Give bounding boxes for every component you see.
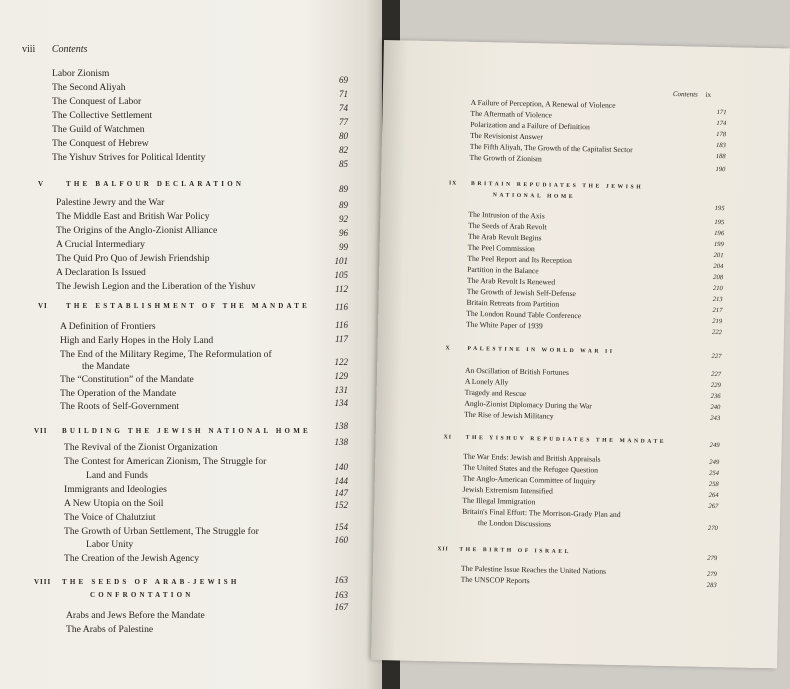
page-number: 144: [334, 476, 348, 486]
page-number: 204: [713, 262, 724, 271]
page-number: 80: [339, 131, 348, 141]
right-page-header: [673, 90, 711, 99]
page-number: 71: [339, 89, 348, 99]
toc-entry: The Middle East and British War Policy: [56, 211, 210, 222]
left-running-title: Contents: [51, 44, 88, 55]
toc-entry: Britain's Final Effort: The Morrison-Grady Plan and: [462, 506, 621, 520]
page-number: 279: [706, 570, 717, 579]
page-number: 122: [334, 357, 348, 367]
toc-entry: The Yishuv Strives for Political Identity: [52, 152, 206, 163]
page-number: 105: [334, 270, 348, 280]
page-number: 283: [706, 581, 717, 590]
page-number: 112: [335, 284, 348, 294]
toc-entry: Labor Unity: [86, 539, 134, 550]
chapter-heading: [445, 345, 614, 355]
chapter-title: THE YISHUV REPUDIATES THE MANDATE: [465, 434, 667, 445]
toc-entry: The Arab Revolt Begins: [467, 231, 542, 243]
page-number: 199: [713, 240, 724, 249]
page-number: 178: [716, 130, 727, 139]
left-page: [0, 0, 382, 689]
right-folio: ix: [705, 90, 712, 99]
page-number: 249: [709, 441, 720, 450]
page-number: 117: [335, 334, 348, 344]
toc-entry: The UNSCOP Reports: [460, 574, 530, 586]
page-number: 195: [714, 218, 725, 227]
page-number: 163: [334, 590, 348, 600]
page-number: 208: [713, 273, 724, 282]
toc-entry: A Declaration Is Issued: [56, 267, 146, 278]
toc-entry: A Lonely Ally: [464, 376, 509, 387]
page-number: 92: [339, 214, 348, 224]
chapter-number: XI: [443, 434, 452, 441]
toc-entry: Jewish Extremism Intensified: [462, 484, 553, 496]
page-number: 254: [709, 469, 720, 478]
toc-entry: A Definition of Frontiers: [60, 321, 156, 332]
chapter-title: THE SEEDS OF ARAB-JEWISH: [62, 578, 240, 586]
toc-entry: The Roots of Self-Government: [60, 401, 180, 412]
page-number: 229: [710, 381, 721, 390]
page-number: 188: [715, 152, 726, 161]
page-number: 99: [339, 242, 348, 252]
chapter-heading: [34, 578, 239, 586]
chapter-title: CONFRONTATION: [90, 591, 194, 599]
toc-entry: The Revival of the Zionist Organization: [64, 442, 218, 453]
chapter-number: IX: [448, 180, 458, 187]
page-number: 195: [714, 204, 725, 213]
toc-entry: The End of the Military Regime, The Reformulation of: [60, 349, 272, 360]
page-number: 160: [334, 535, 348, 545]
page-number: 147: [334, 488, 348, 498]
page-number: 222: [711, 328, 723, 337]
page-number: 213: [712, 295, 723, 304]
toc-entry: The Creation of the Jewish Agency: [64, 553, 200, 564]
chapter-title: NATIONAL HOME: [492, 192, 576, 201]
toc-entry: The Aftermath of Violence: [470, 108, 552, 120]
toc-entry: The United States and the Refugee Question: [462, 462, 599, 475]
toc-entry: The Growth of Urban Settlement, The Struggle for: [64, 526, 259, 537]
page-number: 69: [339, 75, 348, 85]
page-number: 210: [712, 284, 723, 293]
toc-entry: The Collective Settlement: [52, 110, 153, 121]
toc-entry: A Crucial Intermediary: [56, 239, 145, 250]
page-number: 89: [339, 200, 348, 210]
page-number: 217: [712, 306, 723, 315]
left-page-header: [22, 44, 87, 55]
toc-entry: The Growth of Jewish Self-Defense: [466, 286, 577, 299]
right-page: [371, 40, 790, 668]
toc-entry: The Revisionist Answer: [469, 130, 544, 142]
page-number: 227: [711, 370, 722, 379]
toc-entry: The Second Aliyah: [52, 82, 126, 93]
toc-entry: Palestine Jewry and the War: [56, 197, 165, 208]
toc-entry: Polarization and a Failure of Definition: [470, 119, 590, 132]
toc-entry: The White Paper of 1939: [465, 319, 543, 331]
toc-entry: The Quid Pro Quo of Jewish Friendship: [56, 253, 210, 264]
toc-entry: The Illegal Immigration: [462, 495, 536, 507]
page-number: 134: [334, 398, 348, 408]
page-number: 264: [708, 491, 719, 500]
toc-entry: Britain Retreats from Partition: [466, 297, 560, 309]
toc-entry: A Failure of Perception, A Renewal of Violence: [470, 97, 616, 110]
page-number: 174: [716, 119, 727, 128]
chapter-heading: [34, 427, 311, 435]
chapter-heading: [437, 546, 571, 555]
chapter-heading: [449, 180, 643, 190]
toc-entry: The Growth of Zionism: [469, 152, 542, 164]
page-number: 101: [334, 256, 348, 266]
chapter-number: VII: [34, 427, 48, 435]
page-number: 236: [710, 392, 721, 401]
page-number: 138: [334, 421, 348, 431]
page-number: 129: [334, 371, 348, 381]
left-folio: viii: [22, 44, 36, 55]
chapter-heading: [62, 591, 194, 599]
chapter-heading: [471, 192, 575, 200]
toc-entry: The Guild of Watchmen: [52, 124, 145, 135]
chapter-number: V: [38, 180, 45, 188]
chapter-title: PALESTINE IN WORLD WAR II: [467, 345, 615, 355]
chapter-heading: [38, 302, 310, 310]
page-number: 196: [714, 229, 725, 238]
page-number: 243: [710, 414, 721, 423]
page-number: 240: [710, 403, 721, 412]
toc-entry: The Contest for American Zionism, The Struggle for: [64, 456, 267, 467]
page-number: 89: [339, 184, 348, 194]
toc-entry: The Peel Commission: [467, 242, 535, 254]
toc-entry: The Conquest of Hebrew: [52, 138, 149, 149]
toc-entry: The Fifth Aliyah, The Growth of the Capitalist Sector: [469, 141, 633, 155]
page-number: 154: [334, 522, 348, 532]
chapter-number: X: [445, 345, 451, 352]
toc-entry: A New Utopia on the Soil: [64, 498, 164, 509]
toc-entry: The Conquest of Labor: [52, 96, 142, 107]
page-number: 163: [334, 575, 348, 585]
page-number: 190: [715, 165, 726, 174]
page-number: 85: [339, 159, 348, 169]
toc-entry: Labor Zionism: [52, 68, 110, 79]
page-number: 270: [707, 524, 718, 533]
page-number: 279: [707, 554, 718, 563]
page-number: 258: [708, 480, 719, 489]
page-number: 219: [712, 317, 723, 326]
toc-entry: High and Early Hopes in the Holy Land: [60, 335, 214, 346]
toc-entry: The London Round Table Conference: [466, 308, 582, 321]
toc-entry: The Intrusion of the Axis: [468, 209, 545, 221]
right-running-title: Contents: [672, 90, 698, 99]
chapter-number: XII: [437, 546, 449, 553]
toc-entry: The Arab Revolt Is Renewed: [466, 275, 556, 287]
page-number: 131: [334, 385, 348, 395]
toc-entry: Arabs and Jews Before the Mandate: [66, 610, 205, 621]
toc-entry: The Peel Report and Its Reception: [467, 253, 572, 265]
toc-entry: Partition in the Balance: [467, 264, 539, 276]
page-number: 201: [713, 251, 724, 260]
toc-entry: The Rise of Jewish Militancy: [464, 409, 554, 421]
page-number: 116: [335, 302, 348, 312]
toc-entry: The Seeds of Arab Revolt: [468, 220, 547, 232]
chapter-title: THE BIRTH OF ISRAEL: [459, 546, 572, 556]
chapter-number: VIII: [34, 578, 52, 586]
chapter-heading: [444, 434, 667, 445]
page-number: 74: [339, 103, 348, 113]
chapter-title: THE BALFOUR DECLARATION: [66, 180, 245, 188]
page-number: 227: [711, 352, 722, 361]
toc-entry: The Arabs of Palestine: [66, 624, 154, 635]
toc-entry: The “Constitution” of the Mandate: [60, 374, 194, 385]
page-number: 82: [339, 145, 348, 155]
chapter-heading: [38, 180, 244, 188]
toc-entry: The Anglo-American Committee of Inquiry: [462, 473, 596, 486]
toc-entry: Land and Funds: [86, 470, 148, 481]
page-number: 167: [334, 602, 348, 612]
page-number: 267: [708, 502, 719, 511]
chapter-title: BRITAIN REPUDIATES THE JEWISH: [470, 180, 644, 191]
page-number: 138: [334, 437, 348, 447]
toc-entry: Immigrants and Ideologies: [64, 484, 167, 495]
toc-entry: Tragedy and Rescue: [464, 387, 527, 399]
toc-entry: the London Discussions: [477, 518, 551, 529]
page-number: 116: [335, 320, 348, 330]
page-number: 140: [334, 462, 348, 472]
page-number: 183: [715, 141, 726, 150]
toc-entry: The War Ends: Jewish and British Appraisals: [463, 451, 601, 464]
page-number: 249: [709, 458, 720, 467]
toc-entry: The Jewish Legion and the Liberation of the Yishuv: [56, 281, 256, 292]
page-number: 171: [716, 108, 727, 117]
chapter-title: THE ESTABLISHMENT OF THE MANDATE: [66, 302, 310, 310]
page-number: 96: [339, 228, 348, 238]
toc-entry: the Mandate: [82, 361, 130, 372]
chapter-number: VI: [38, 302, 48, 310]
chapter-title: BUILDING THE JEWISH NATIONAL HOME: [62, 427, 311, 435]
toc-entry: Anglo-Zionist Diplomacy During the War: [464, 398, 592, 411]
toc-entry: The Operation of the Mandate: [60, 388, 177, 399]
page-number: 77: [339, 117, 348, 127]
toc-entry: The Palestine Issue Reaches the United Nations: [460, 563, 607, 576]
toc-entry: The Origins of the Anglo-Zionist Alliance: [56, 225, 218, 236]
page-number: 152: [334, 500, 348, 510]
toc-entry: An Oscillation of British Fortunes: [465, 365, 569, 377]
toc-entry: The Voice of Chalutziut: [64, 512, 156, 523]
